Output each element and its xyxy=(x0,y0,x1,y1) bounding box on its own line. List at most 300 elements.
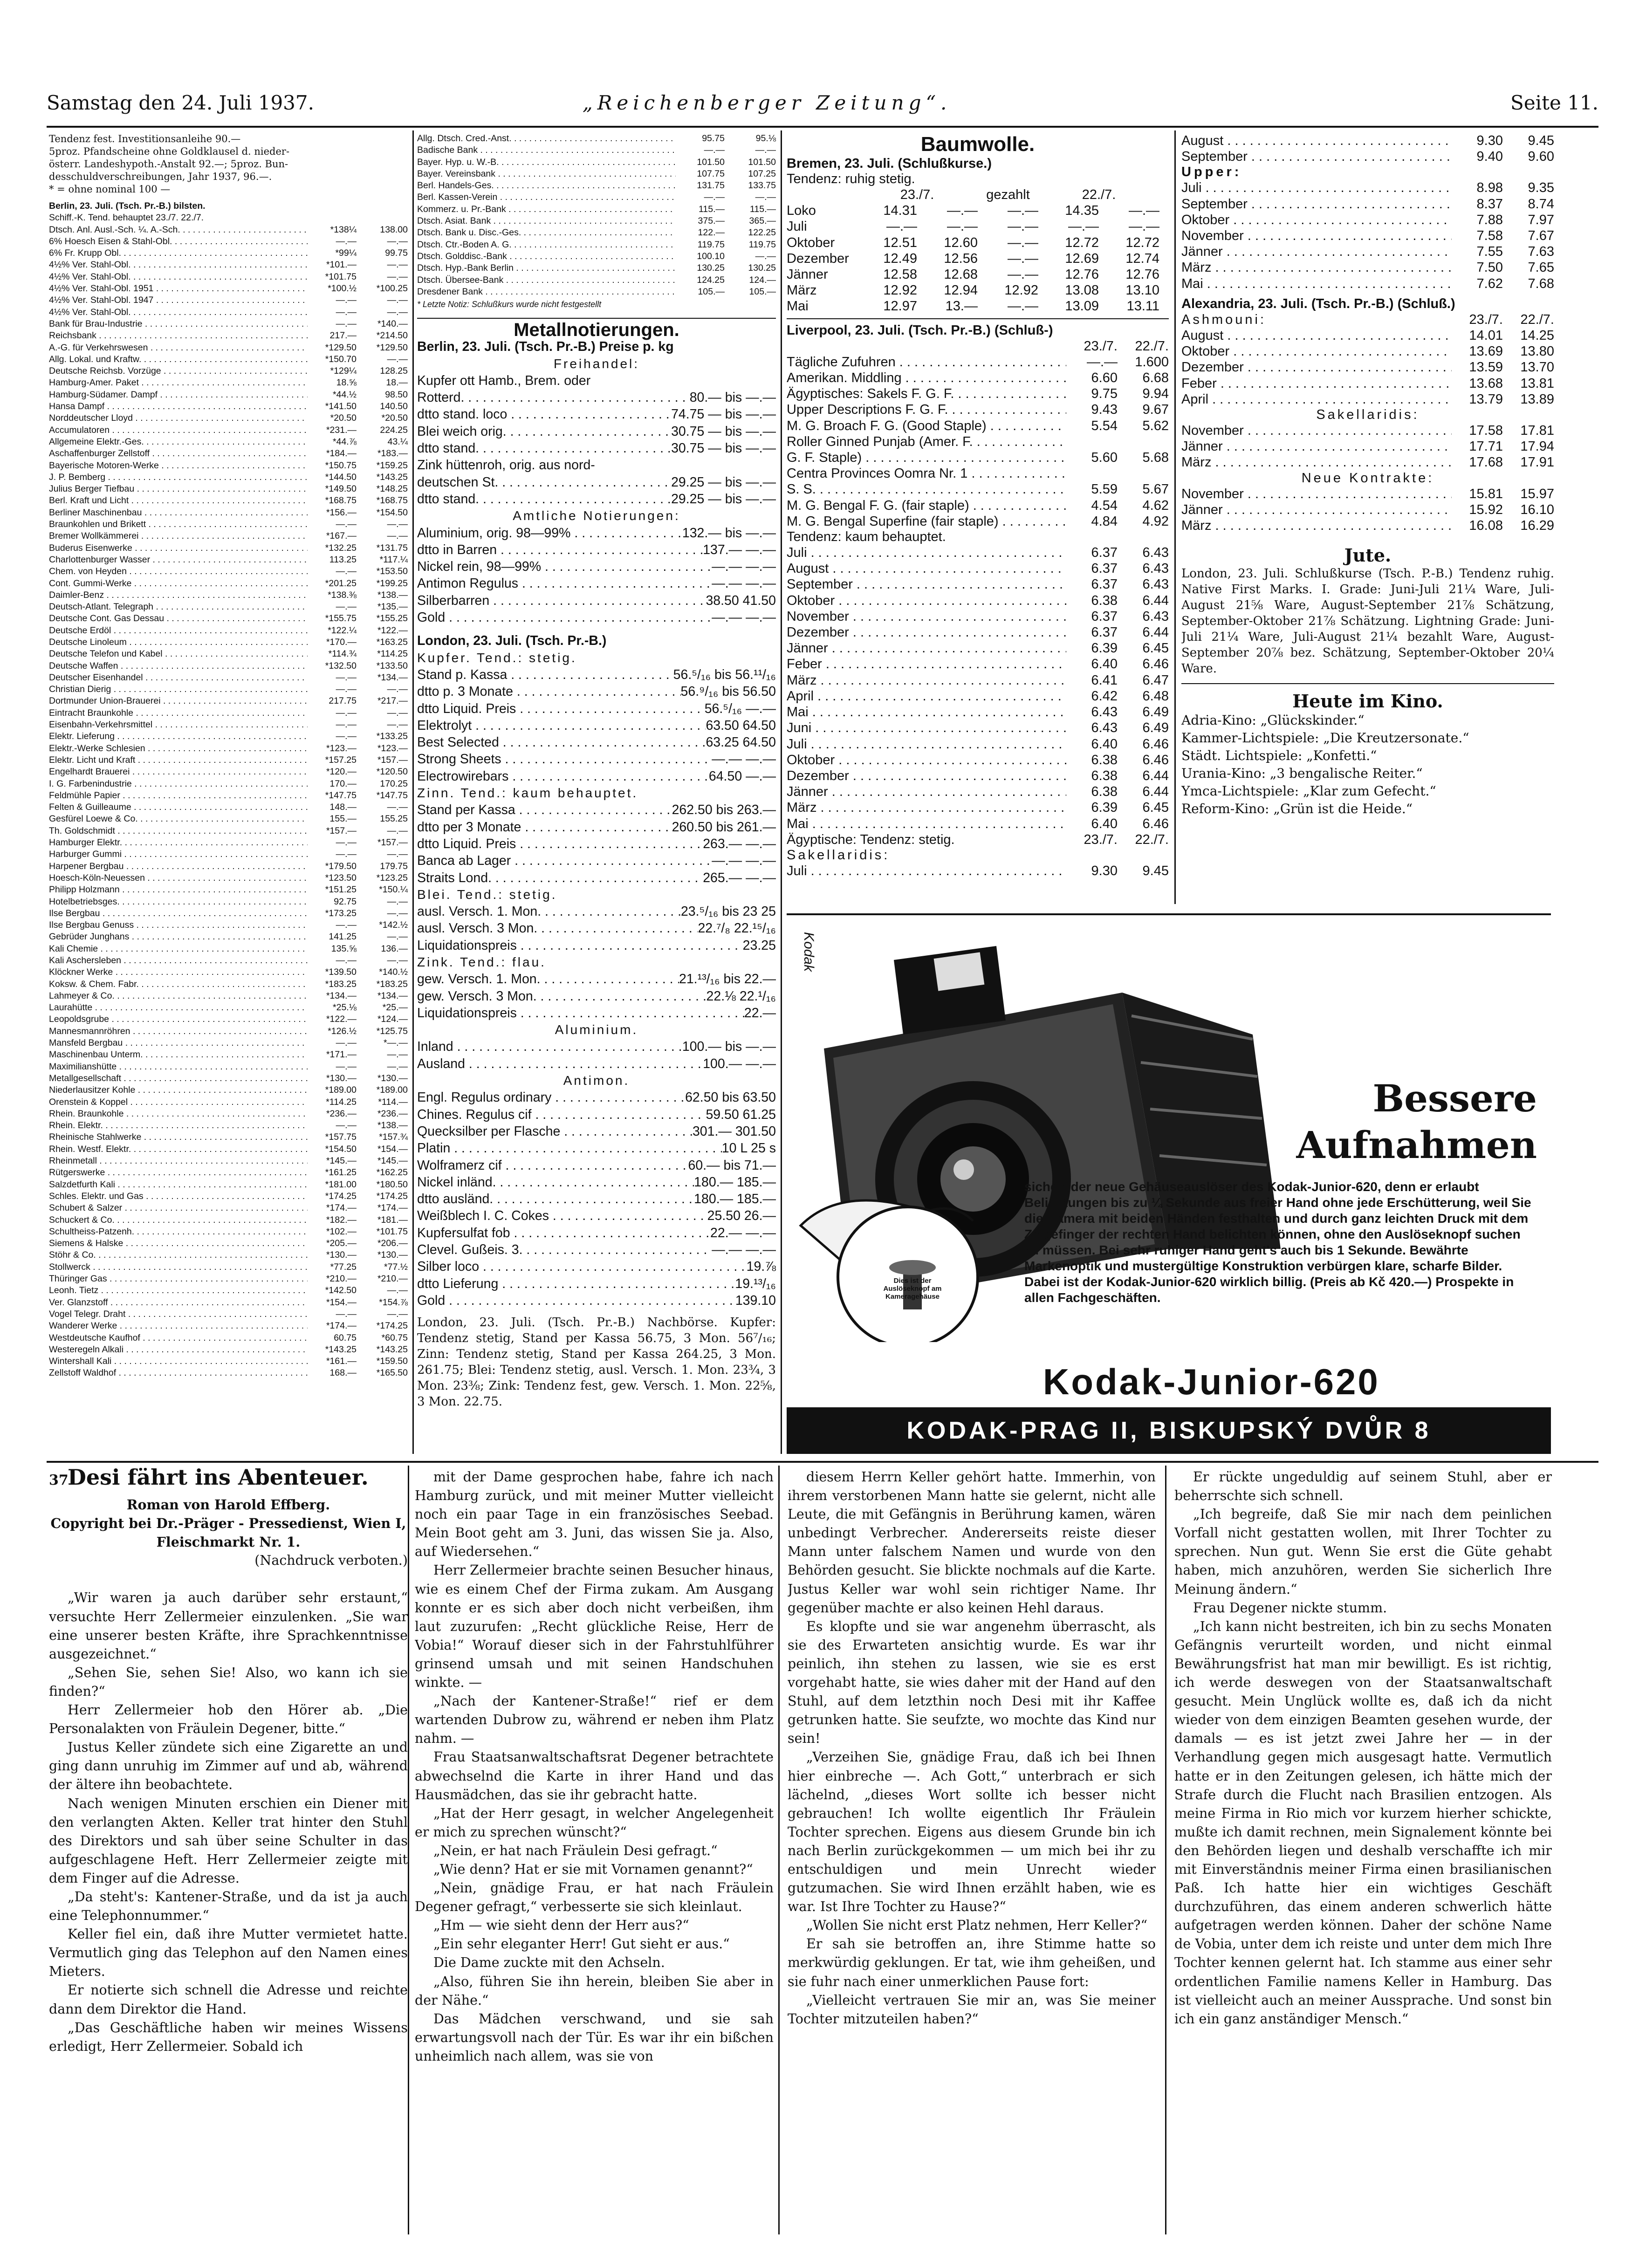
metal-name: Silber loco . . . xyxy=(417,1258,747,1275)
metal-name: Silberbarren . . . xyxy=(417,592,706,609)
cotton-month: März xyxy=(787,283,817,298)
stock-value-22: *183.— xyxy=(377,448,408,459)
stock-name: Deutscher Eisenhandel . . . xyxy=(49,672,308,684)
stock-value-22: *133.50 xyxy=(376,660,408,671)
novel-paragraph: Er rückte ungeduldig auf seinem Stuhl, aber er beherrschte sich schnell. xyxy=(1174,1469,1552,1504)
stock-name: Schubert & Salzer . . . xyxy=(49,1202,308,1214)
cotton-label: Juni . . . xyxy=(787,720,1066,736)
bank-value-23: 101.50 xyxy=(697,157,725,167)
liverpool-tend: Tendenz: kaum behauptet. xyxy=(787,529,946,545)
metal-price: 59.50 61.25 xyxy=(706,1107,776,1122)
stock-value-23: *205.— xyxy=(326,1238,357,1249)
cotton-row xyxy=(1181,423,1554,439)
stock-row xyxy=(49,318,408,330)
stock-row xyxy=(49,861,408,872)
stock-value-23: —.— xyxy=(336,602,357,612)
stock-value-23: *101.— xyxy=(326,260,357,270)
stock-row xyxy=(49,530,408,542)
stock-name: Leonh. Tietz . . . xyxy=(49,1285,308,1296)
metal-price: 23.25 xyxy=(742,938,776,953)
cotton-value: 13.80 xyxy=(1520,344,1554,359)
stock-value-23: *170.— xyxy=(326,637,357,647)
bank-value-23: 119.75 xyxy=(697,239,725,250)
metal-name: ausl. Versch. 1. Mon. . . . xyxy=(417,903,681,920)
stock-name: Eisenbahn-Verkehrsmittel . . . xyxy=(49,719,308,731)
bank-value-22: 133.75 xyxy=(748,180,776,191)
cotton-month: Jänner xyxy=(787,267,828,282)
stock-value-22: —.— xyxy=(387,271,408,282)
metals-free: Freihandel: xyxy=(553,356,640,371)
stock-name: Rhein. Westf. Elektr. . . . xyxy=(49,1144,308,1155)
stock-name: Stollwerck . . . xyxy=(49,1261,308,1273)
cotton-tend: Tendenz: ruhig stetig. xyxy=(787,171,915,186)
novel-paragraph: Herr Zellermeier brachte seinen Besucher hinaus, wie es einem Chef der Firma zukam. Am Ausgang konnte er es sich aber doch nicht verbeißen, ihm laut zuzurufen: „Recht glückliche Reise, Herr de Vobia!“ Worauf dieser sich in der Fahrstuhlführer grinsend umsah und mit seinen Handschuhen winkte. — xyxy=(415,1562,774,1691)
metals-copper: Kupfer. Tend.: stetig. xyxy=(417,650,577,665)
cotton-value: 7.63 xyxy=(1528,244,1554,260)
metal-price: 80.— bis —.— xyxy=(689,390,776,405)
metals-lead: Blei. Tend.: stetig. xyxy=(417,887,557,902)
metal-price: —.— —.— xyxy=(712,752,776,767)
bank-value-22: 124.— xyxy=(749,274,776,285)
stock-value-23: *145.— xyxy=(326,1156,357,1166)
cotton-label: Jänner . . . xyxy=(787,784,1066,800)
bank-name: Dtsch. Ctr.-Boden A. G. . . . xyxy=(417,239,676,251)
stock-value-22: 138.00 xyxy=(380,224,408,235)
bank-value-23: —.— xyxy=(704,145,725,156)
stock-row xyxy=(49,813,408,825)
stock-name: Chem. von Heyden . . . xyxy=(49,566,308,577)
cotton-value: 6.44 xyxy=(1142,625,1169,640)
stock-name: Zellstoff Waldhof . . . xyxy=(49,1367,308,1379)
metal-price: 62.50 bis 63.50 xyxy=(685,1090,776,1105)
cotton-row xyxy=(787,576,1169,592)
stock-row xyxy=(49,1344,408,1356)
novel-paragraph: „Ein sehr eleganter Herr! Gut sieht er aus.“ xyxy=(433,1936,730,1952)
stock-row xyxy=(49,1238,408,1249)
stock-value-23: —.— xyxy=(336,1038,357,1048)
stock-row xyxy=(49,283,408,295)
cotton-value: —.— xyxy=(946,203,978,219)
cotton-value: 13.59 xyxy=(1469,360,1503,375)
stock-value-22: *214.50 xyxy=(376,330,408,341)
stock-value-22: —.— xyxy=(387,307,408,317)
stock-name: Westdeutsche Kaufhof . . . xyxy=(49,1332,308,1344)
cotton-value: 13.89 xyxy=(1520,391,1554,407)
cotton-value xyxy=(1066,466,1118,481)
stock-row xyxy=(49,1002,408,1014)
metal-name: dtto stand. loco . . . xyxy=(417,406,671,423)
stock-row xyxy=(49,236,408,247)
cotton-label: September . . . xyxy=(1181,149,1452,164)
cotton-label: M. G. Broach F. G. (Good Staple) . . . xyxy=(787,418,1066,434)
stock-value-23: *154.— xyxy=(326,1297,357,1308)
stock-value-23: —.— xyxy=(336,1309,357,1319)
metal-price: 100.— —.— xyxy=(703,1056,776,1071)
stock-name: Cont. Gummi-Werke . . . xyxy=(49,578,308,589)
cotton-value: —.— xyxy=(1007,251,1038,266)
bank-value-22: —.— xyxy=(755,145,776,156)
stock-name: Ilse Bergbau Genuss . . . xyxy=(49,919,308,931)
stock-name: Deutsche Linoleum . . . xyxy=(49,637,308,648)
cotton-value: 4.84 xyxy=(1091,514,1118,529)
stock-value-22: *180.50 xyxy=(376,1179,408,1190)
metal-row xyxy=(417,1174,776,1191)
novel-paragraph: Das Mädchen verschwand, und sie sah erwartungsvoll nach der Tür. Es war ihr ein bißchen unheimlich nach allem, was sie von xyxy=(415,2011,774,2064)
cotton-value: 16.29 xyxy=(1520,518,1554,534)
stock-row xyxy=(49,1356,408,1367)
cotton-value: 12.92 xyxy=(883,283,917,298)
cotton-row xyxy=(787,498,1169,514)
cotton-value: 6.37 xyxy=(1091,545,1118,561)
stock-name: Hamburg-Südamer. Dampf . . . xyxy=(49,389,308,401)
cotton-value: 9.60 xyxy=(1528,149,1554,164)
stock-name: Kali Aschersleben . . . xyxy=(49,955,308,966)
cotton-label: September . . . xyxy=(1181,196,1452,212)
cotton-row xyxy=(1181,196,1554,212)
cotton-section: Baumwolle. Bremen, 23. Juli. (Schlußkurse.) Tendenz: ruhig stetig. 23./7. gezahlt 22./7. Loko 14.31 —.— —.— 14.35 —.— Juli —.— —.— —.— —.— —.— Oktober 12.51 12.60 —.— 12.72 12.72 Dezember 12.49 12.56 —.— 12.69 12.74 Jänner 12.58 12.68 —.— 12.76 12.76 März 12.92 12.94 12.92 13.08 13.10 Mai 12.97 13.— —.— 13.09 13.11 Liverpool, 23. Juli. (Tsch. Pr.-B.) (Schluß-) 23./7. 22./7. Tägliche Zufuhren . . . —.— 1.600 Amerikan. Middling . . . 6.60 6.68 Ägyptisches: Sakels F. G. F. . . . 9.75 9.94 Upper Descriptions F. G. F. . . . 9.43 9.67 M. G. Broach F. G. (Good Staple) . . . 5.54 5.62 Roller Ginned Punjab (Amer. F. . . . G. F. Staple) . . . 5.60 5.68 Centra Provinces Oomra Nr. 1 . . . S. S. . . . 5.59 5.67 M. G. Bengal F. G. (fair staple) . . . 4.54 4.62 M. G. Bengal Superfine (fair staple) . . . 4.84 4.92 Tendenz: kaum behauptet. Juli . . . 6.37 6.43 August . . . 6.37 6.43 September . . . 6.37 6.43 Oktober . . . 6.38 6.44 November . . . 6.37 6.43 Dezember . . . 6.37 6.44 Jänner . . . 6.39 6.45 Feber . . . 6.40 6.46 März . . . 6.41 6.47 April . . . 6.42 6.48 Mai . . . 6.43 6.49 Juni . . . 6.43 6.49 Juli . . . 6.40 6.46 Oktober . . . 6.38 6.46 Dezember . . . 6.38 6.44 Jänner . . . 6.38 6.44 März . . . 6.39 6.45 Mai . . . 6.40 6.46 Ägyptische: Tendenz: stetig. 23./7. 22./7. Sakellaridis: Juli . . . 9.30 9.45 xyxy=(787,133,1169,906)
stock-row xyxy=(49,1297,408,1309)
stock-value-23: *123.50 xyxy=(325,872,357,883)
cotton-value: 16.08 xyxy=(1469,518,1503,534)
stock-name: Laurahütte . . . xyxy=(49,1002,308,1014)
cotton-value: 12.92 xyxy=(1004,283,1038,298)
cotton-title: Baumwolle. xyxy=(920,133,1035,156)
novel-paragraph: Frau Staatsanwaltschaftsrat Degener betrachtete abwechselnd die Karte in ihrer Hand und das Hausmädchen, das sie ihr gebracht hatte. xyxy=(415,1749,774,1802)
metal-price: 180.— 185.— xyxy=(694,1192,776,1207)
stock-value-22: *129.50 xyxy=(376,342,408,353)
stock-name: Hamburger Elektr. . . . xyxy=(49,837,308,849)
cotton-value: 9.35 xyxy=(1528,180,1554,196)
cotton-value: 7.58 xyxy=(1476,228,1503,244)
metal-row xyxy=(417,1106,776,1123)
stock-row xyxy=(49,625,408,637)
stock-name: Deutsche Waffen . . . xyxy=(49,660,308,672)
cotton-value: 6.49 xyxy=(1142,705,1169,720)
cotton-row xyxy=(787,609,1169,624)
sakel-heading: Sakellaridis: xyxy=(1316,407,1420,423)
stock-row xyxy=(49,377,408,389)
stock-value-23: *132.25 xyxy=(325,542,357,553)
stock-value-23: *44.½ xyxy=(333,389,357,400)
cotton-value: 13.70 xyxy=(1520,360,1554,375)
metal-row xyxy=(417,1123,776,1140)
metal-name: dtto stand. . . . xyxy=(417,491,671,507)
novel-num: 37 xyxy=(49,1472,69,1488)
novel-paragraph: mit der Dame gesprochen habe, fahre ich nach Hamburg zurück, und mit meiner Mutter vielleicht noch ein paar Tage in ein französisches Seebad. Mein Boot geht am 3. Juni, das wissen Sie ja. Also, auf Wiedersehen.“ xyxy=(415,1469,774,1560)
cotton-value: 6.45 xyxy=(1142,800,1169,815)
stock-value-23: *138¼ xyxy=(330,224,357,235)
cotton-value: 17.58 xyxy=(1469,423,1503,439)
stock-value-23: *120.— xyxy=(326,767,357,777)
stock-name: Gesfürel Loewe & Co. . . . xyxy=(49,813,308,825)
metal-row xyxy=(417,700,776,717)
stock-name: Klöckner Werke . . . xyxy=(49,966,308,978)
cotton-bremen: Bremen, 23. Juli. (Schlußkurse.) xyxy=(787,156,992,171)
cotton-value: 6.40 xyxy=(1091,736,1118,752)
stock-value-23: 113.25 xyxy=(329,554,357,565)
stock-value-22: —.— xyxy=(387,295,408,306)
stocks-intro-line: * = ohne nominal 100 — xyxy=(49,184,171,195)
alex-heading: Alexandria, 23. Juli. (Tsch. Pr.-B.) (Schluß.) xyxy=(1181,296,1455,311)
cotton-label: Mai . . . xyxy=(787,704,1066,720)
cotton-value: 12.94 xyxy=(944,283,978,298)
metal-name: gew. Versch. 3 Mon. . . . xyxy=(417,988,706,1005)
col-divider xyxy=(781,130,782,1454)
stock-value-23: *138.⅜ xyxy=(328,589,357,600)
stock-row xyxy=(49,1131,408,1143)
stock-value-22: *157.— xyxy=(377,754,408,765)
cotton-value: 6.48 xyxy=(1142,688,1169,704)
cotton-label: März . . . xyxy=(1181,260,1452,275)
stock-row xyxy=(49,872,408,884)
stock-value-22: —.— xyxy=(387,825,408,836)
cotton-label: November . . . xyxy=(1181,423,1452,439)
novel-paragraph: Es klopfte und sie war angenehm überrascht, als sie des Erwarteten ansichtig wurde. Es war ihr peinlich, ihn stehen zu lassen, wie sie es erst vorgehabt hatte, sie wies daher mit der Hand auf den Stuhl, auf dem letzthin noch Desi mit ihr Kaffee getrunken hatte. Sie seufzte, wo mochte das Kind nur sein! xyxy=(788,1618,1156,1747)
metal-name: Stand p. Kassa . . . xyxy=(417,666,673,683)
cotton-value: 6.38 xyxy=(1091,784,1118,800)
cotton-label: Oktober . . . xyxy=(1181,212,1452,228)
metal-name: Quecksilber per Flasche . . . xyxy=(417,1123,693,1140)
stock-value-22: —.— xyxy=(387,1049,408,1060)
cotton-row xyxy=(1181,439,1554,454)
stock-name: Elektr. Lieferung . . . xyxy=(49,731,308,742)
stock-value-22: *154.⅞ xyxy=(379,1297,408,1308)
stock-row xyxy=(49,507,408,519)
ad-footer: KODAK-PRAG II, BISKUPSKÝ DVŮR 8 xyxy=(787,1407,1551,1454)
bank-name: Dtsch. Überseе-Bank . . . xyxy=(417,274,676,286)
header-date: Samstag den 24. Juli 1937. xyxy=(47,91,314,114)
stock-value-22: *134.— xyxy=(377,672,408,683)
cotton-month: Loko xyxy=(787,203,816,219)
stock-value-23: 217.75 xyxy=(329,696,357,706)
stock-value-22: *133.25 xyxy=(376,731,408,742)
bank-value-23: 100.10 xyxy=(697,251,725,261)
novel-paragraph: Er notierte sich schnell die Adresse und reichte dann dem Direktor die Hand. xyxy=(49,1982,408,2017)
cotton-row xyxy=(1181,149,1554,164)
novel-paragraph: Frau Degener nickte stumm. xyxy=(1193,1600,1387,1616)
cotton-value: —.— xyxy=(886,219,917,234)
stock-value-23: *142.50 xyxy=(325,1285,357,1296)
novel-column-3 xyxy=(788,1468,1156,2237)
stock-name: Deutsch-Atlant. Telegraph . . . xyxy=(49,601,308,613)
stock-row xyxy=(49,1249,408,1261)
stock-value-23: —.— xyxy=(336,707,357,718)
metal-row xyxy=(417,768,776,785)
jute-title: Jute. xyxy=(1344,545,1392,566)
metal-name: Best Selected . . . xyxy=(417,734,706,751)
novel-paragraph: „Sehen Sie, sehen Sie! Also, wo kann ich sie finden?“ xyxy=(49,1665,408,1699)
cotton-value: 12.51 xyxy=(883,235,917,250)
stock-value-22: *153.50 xyxy=(376,566,408,577)
metal-row xyxy=(417,1191,776,1207)
metal-price: 260.50 bis 261.— xyxy=(672,819,776,835)
cotton-value: 9.45 xyxy=(1142,863,1169,878)
stock-value-23: *174.— xyxy=(326,1203,357,1213)
cotton-row xyxy=(787,466,1169,481)
cotton-value: 14.35 xyxy=(1065,203,1099,219)
metal-name: Stand per Kassa . . . xyxy=(417,802,672,818)
stock-row xyxy=(49,601,408,613)
stock-row xyxy=(49,1332,408,1344)
section-rule xyxy=(417,318,776,319)
metal-price: —.— —.— xyxy=(712,1242,776,1258)
bank-value-23: —.— xyxy=(704,192,725,203)
stock-row xyxy=(49,849,408,860)
cotton-row xyxy=(1181,518,1554,534)
stock-value-23: *130.— xyxy=(326,1073,357,1083)
cotton-value: 6.68 xyxy=(1142,370,1169,386)
cotton-row xyxy=(1181,276,1554,292)
metal-price: 38.50 41.50 xyxy=(706,593,776,608)
cotton-value: 17.91 xyxy=(1520,455,1554,470)
cotton-value: 15.92 xyxy=(1469,502,1503,517)
cotton-label: Feber . . . xyxy=(1181,376,1452,391)
col-divider xyxy=(412,130,414,1454)
stock-row xyxy=(49,802,408,813)
stock-value-22: —.— xyxy=(387,908,408,918)
cotton-value: 6.37 xyxy=(1091,609,1118,624)
stock-row xyxy=(49,990,408,1002)
liverpool-heading: Liverpool, 23. Juli. (Tsch. Pr.-B.) (Schluß-) xyxy=(787,322,1053,338)
novel-paragraph: diesem Herrn Keller gehört hatte. Immerhin, von ihrem verstorbenen Mann hatte sie gelernt, nicht alle Leute, die mit Gefängnis in Berührung kamen, wären unbedingt Verbrecher. Andererseits reiste dieser Mann unter falschem Namen und wurde von den Behörden gesucht. Sie blickte nochmals auf die Karte. Justus Keller war wohl sein richtiger Name. Ihr gegenüber machte er also keinen Hehl daraus. xyxy=(788,1469,1156,1616)
novel-column-2 xyxy=(415,1468,774,2237)
cotton-label: August . . . xyxy=(1181,328,1452,343)
cotton-value: 6.44 xyxy=(1142,593,1169,608)
stock-row xyxy=(49,483,408,495)
novel-paragraph: „Ich begreife, daß Sie mir nach dem peinlichen Vorfall nicht gestatten wollen, mit Ihrer Tochter zu sprechen. Nun gut. Wenn Sie erst die Güte gehabt haben, mich anzuhören, werden Sie sicherlich Ihre Meinung ändern.“ xyxy=(1174,1507,1552,1597)
cotton-value: 6.38 xyxy=(1091,593,1118,608)
bank-value-23: 124.25 xyxy=(697,274,725,285)
stock-value-23: —.— xyxy=(336,719,357,730)
stock-name: Deutsche Reichsb. Vorzüge . . . xyxy=(49,365,308,377)
bank-value-22: 130.25 xyxy=(748,263,776,274)
stock-name: Koksw. & Chem. Fabr. . . . xyxy=(49,979,308,990)
stock-value-22: —.— xyxy=(387,684,408,695)
stock-value-23: *141.50 xyxy=(325,401,357,412)
stock-name: Rütgerswerke . . . xyxy=(49,1167,308,1179)
cotton-value: 13.79 xyxy=(1469,391,1503,407)
novel-column-4 xyxy=(1174,1468,1552,2237)
metal-row xyxy=(417,440,776,457)
ad-brand: Kodak-Junior-620 xyxy=(1043,1361,1380,1402)
stock-name: Bayerische Motoren-Werke . . . xyxy=(49,460,308,472)
stock-value-22: *154.50 xyxy=(376,507,408,518)
metal-row xyxy=(417,609,776,626)
stock-name: Engelhardt Brauerei . . . xyxy=(49,766,308,778)
stock-value-22: *165.50 xyxy=(376,1368,408,1378)
metals-antimon: Antimon. xyxy=(563,1073,630,1088)
bank-name: Berl. Handels-Ges. . . . xyxy=(417,180,676,192)
cotton-row xyxy=(787,800,1169,815)
stock-row xyxy=(49,1367,408,1379)
cotton-row xyxy=(787,863,1169,879)
stock-value-22: *210.— xyxy=(377,1274,408,1284)
metal-price: 22.— —.— xyxy=(710,1225,776,1240)
stock-row xyxy=(49,1155,408,1167)
cotton-value: 7.65 xyxy=(1528,260,1554,275)
bank-row xyxy=(417,274,776,286)
metal-name: gew. Versch. 1. Mon. . . . xyxy=(417,971,679,987)
cotton-value: 6.38 xyxy=(1091,752,1118,767)
cotton-label: Amerikan. Middling . . . xyxy=(787,370,1066,386)
stock-name: Berliner Maschinenbau . . . xyxy=(49,507,308,519)
novel-paragraph: Die Dame zuckte mit den Achseln. xyxy=(433,1955,665,1971)
metal-price: 74.75 — bis —.— xyxy=(671,407,776,422)
cinema-listing: Reform-Kino: „Grün ist die Heide.“ xyxy=(1181,801,1413,817)
stock-value-23: *174.— xyxy=(326,1321,357,1331)
cotton-value: 4.54 xyxy=(1091,498,1118,513)
upper-heading: Upper: xyxy=(1181,164,1242,180)
metal-name: Zink hüttenroh, orig. aus nord- xyxy=(417,458,595,473)
stock-value-22: *174.25 xyxy=(376,1191,408,1201)
cotton-label: Tägliche Zufuhren . . . xyxy=(787,354,1066,370)
cotton-row xyxy=(787,203,1169,219)
cotton-label: Juli . . . xyxy=(787,863,1066,879)
stock-row xyxy=(49,884,408,896)
cotton-label: Centra Provinces Oomra Nr. 1 . . . xyxy=(787,466,1066,481)
metals-close: London, 23. Juli. (Tsch. Pr.-B.) Nachbörse. Kupfer: Tendenz stetig, Stand per Kassa 56.75, 3 Mon. 56⁷/₁₆; Zinn: Tendenz stetig, Stand per Kassa 264.25, 3 Mon. 261.75; Blei: Tendenz stetig, ausl. Versch. 1. Mon. 23¾, 3 Mon. 23⅜; Zink: Tendenz fest, gew. Versch. 1. Mon. 22⅝, 3 Mon. 22.75. xyxy=(417,1316,776,1409)
cotton-label: März . . . xyxy=(787,800,1066,815)
stock-value-22: *20.50 xyxy=(381,413,408,424)
stock-value-23: *157.— xyxy=(326,825,357,836)
stock-row xyxy=(49,1084,408,1096)
metal-name: Liquidationspreis . . . xyxy=(417,937,743,954)
metal-price: 30.75 — bis —.— xyxy=(671,441,776,456)
ad-headline-2: Aufnahmen xyxy=(1296,1123,1537,1167)
metal-name: dtto Liquid. Preis . . . xyxy=(417,700,705,717)
stock-value-23: —.— xyxy=(336,684,357,695)
stock-row xyxy=(49,1226,408,1238)
cotton-value: 12.72 xyxy=(1065,235,1099,250)
stock-name: Lahmeyer & Co. . . . xyxy=(49,990,308,1002)
stocks-column xyxy=(49,133,408,1456)
stock-value-23: *231.— xyxy=(326,425,357,435)
page-header xyxy=(47,89,1598,121)
stock-row xyxy=(49,613,408,624)
ad-body: sichert der neue Gehäuseauslöser des Kodak-Junior-620, denn er erlaubt Belichtungen bis zu ¼ Sekunde aus freier Hand ohne jede Erschütterung, weil Sie die Kamera mit beiden Händen festhalten und durch ganz leichten Druck mit dem Zeigefinger der rechten Hand belichten können, ohne den Auslöseknopf suchen zu müssen. Bei sehr ruhiger Hand geht's auch bis 1 Sekunde. Bewährte Markenoptik und mustergültige Konstruktion verbürgen klare, scharfe Bilder. Dabei ist der Kodak-Junior-620 wirklich billig. (Preis ab Kč 420.—) Prospekte in allen Fachgeschäften. xyxy=(1024,1179,1531,1305)
stock-row xyxy=(49,401,408,412)
stocks-colhead: Schiff.-K. Tend. behauptet 23./7. 22./7. xyxy=(49,212,204,223)
stock-row xyxy=(49,472,408,483)
cotton-value: 6.40 xyxy=(1091,657,1118,672)
stock-row xyxy=(49,837,408,849)
stock-value-22: *60.75 xyxy=(381,1332,408,1343)
stock-name: Hansa Dampf . . . xyxy=(49,401,308,412)
stock-value-22: *154.— xyxy=(377,1144,408,1154)
metal-row xyxy=(417,491,776,507)
cotton-row xyxy=(1181,212,1554,228)
stock-row xyxy=(49,695,408,707)
stock-value-22: *101.75 xyxy=(376,1226,408,1237)
stock-value-22: *145.— xyxy=(377,1156,408,1166)
metal-price: 25.50 26.— xyxy=(707,1208,776,1224)
bank-row xyxy=(417,168,776,180)
cotton-value: 6.39 xyxy=(1091,641,1118,656)
stock-value-22: 170.25 xyxy=(380,778,408,789)
stock-name: Vogel Telegr. Draht . . . xyxy=(49,1309,308,1320)
cotton-value: 12.74 xyxy=(1125,251,1159,266)
stock-name: Feldmühle Papier . . . xyxy=(49,790,308,802)
cotton-value: 17.71 xyxy=(1469,439,1503,454)
stock-row xyxy=(49,389,408,401)
cotton-row xyxy=(1181,260,1554,275)
metal-row xyxy=(417,666,776,683)
cotton-value: 6.38 xyxy=(1091,768,1118,783)
stock-value-23: —.— xyxy=(336,955,357,966)
cotton-row xyxy=(787,481,1169,497)
stock-row xyxy=(49,754,408,766)
bank-row xyxy=(417,204,776,215)
